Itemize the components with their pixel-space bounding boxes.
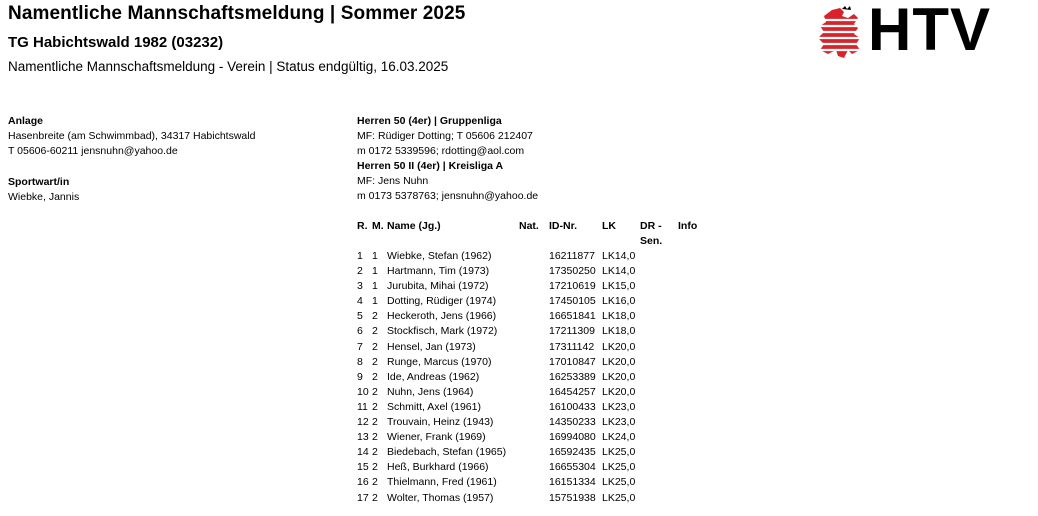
team-cell: 1 xyxy=(372,250,378,262)
info-cell xyxy=(678,385,718,400)
col-name-header: Name (Jg.) xyxy=(387,220,441,232)
info-cell xyxy=(678,491,718,506)
dr-cell xyxy=(640,355,678,370)
id-cell: 16454257 xyxy=(549,385,596,398)
table-row xyxy=(355,324,718,339)
rank-cell: 14 xyxy=(357,446,369,459)
table-row xyxy=(355,279,718,294)
teams-section xyxy=(357,114,538,204)
dr-cell xyxy=(640,445,678,460)
name-cell: Nuhn, Jens (1964) xyxy=(387,385,474,398)
rank-cell: 2 xyxy=(357,265,363,278)
team-cell: 2 xyxy=(372,310,378,323)
name-cell: Wiebke, Stefan (1962) xyxy=(387,250,492,262)
lk-cell: LK25,0 xyxy=(602,461,636,474)
dr-cell xyxy=(640,385,678,400)
table-row xyxy=(355,264,718,279)
nat-cell xyxy=(519,400,549,415)
player-table xyxy=(355,219,718,506)
team-cell: 1 xyxy=(372,295,378,308)
rank-cell: 9 xyxy=(357,370,363,383)
table-row xyxy=(355,370,718,385)
team-cell: 1 xyxy=(372,265,378,278)
name-cell: Heckeroth, Jens (1966) xyxy=(387,310,497,323)
id-cell: 17311142 xyxy=(549,340,595,353)
nat-cell xyxy=(519,430,549,445)
team-cell: 2 xyxy=(372,446,378,459)
lk-cell: LK20,0 xyxy=(602,355,636,368)
rank-cell: 17 xyxy=(357,491,369,504)
table-row xyxy=(355,309,718,324)
lk-cell: LK18,0 xyxy=(602,310,636,323)
lk-cell: LK24,0 xyxy=(602,431,636,444)
dr-cell xyxy=(640,415,678,430)
rank-cell: 12 xyxy=(357,416,369,429)
dr-cell xyxy=(640,370,678,385)
lk-cell: LK23,0 xyxy=(602,400,636,413)
rank-cell: 7 xyxy=(357,340,363,353)
nat-cell xyxy=(519,385,549,400)
nat-cell xyxy=(519,294,549,309)
dr-cell xyxy=(640,430,678,445)
dr-cell xyxy=(640,340,678,355)
nat-cell xyxy=(519,324,549,339)
anlage-contact: T 05606-60211 jensnuhn@yahoo.de xyxy=(8,145,178,157)
rank-cell: 4 xyxy=(357,295,363,308)
team-title: Herren 50 (4er) | Gruppenliga xyxy=(357,115,502,127)
info-cell xyxy=(678,370,718,385)
team-cell: 2 xyxy=(372,355,378,368)
rank-cell: 8 xyxy=(357,355,363,368)
nat-cell xyxy=(519,370,549,385)
dr-cell xyxy=(640,400,678,415)
table-row xyxy=(355,445,718,460)
name-cell: Dotting, Rüdiger (1974) xyxy=(387,295,497,308)
lk-cell: LK15,0 xyxy=(602,280,636,293)
htv-logo xyxy=(814,0,1030,63)
id-cell: 15751938 xyxy=(549,491,596,504)
name-cell: Stockfisch, Mark (1972) xyxy=(387,325,498,338)
id-cell: 17210619 xyxy=(549,280,596,293)
info-cell xyxy=(678,324,718,339)
nat-cell xyxy=(519,460,549,475)
id-cell: 17211309 xyxy=(549,325,595,338)
name-cell: Heß, Burkhard (1966) xyxy=(387,461,489,474)
dr-cell xyxy=(640,279,678,294)
info-cell xyxy=(678,340,718,355)
team-title: Herren 50 II (4er) | Kreisliga A xyxy=(357,160,504,172)
lk-cell: LK25,0 xyxy=(602,476,636,489)
table-row xyxy=(355,249,718,264)
table-row xyxy=(355,340,718,355)
lk-cell: LK23,0 xyxy=(602,416,636,429)
nat-cell xyxy=(519,264,549,279)
dr-cell xyxy=(640,324,678,339)
name-cell: Schmitt, Axel (1961) xyxy=(387,400,481,413)
info-cell xyxy=(678,279,718,294)
page-title: Namentliche Mannschaftsmeldung | Sommer 2025 xyxy=(8,3,466,24)
name-cell: Hensel, Jan (1973) xyxy=(387,340,476,353)
team-cell: 2 xyxy=(372,400,378,413)
team-cell: 2 xyxy=(372,370,378,383)
nat-cell xyxy=(519,355,549,370)
id-cell: 17350250 xyxy=(549,265,596,278)
id-cell: 16655304 xyxy=(549,461,596,474)
name-cell: Thielmann, Fred (1961) xyxy=(387,476,497,489)
dr-cell xyxy=(640,491,678,506)
id-cell: 16592435 xyxy=(549,446,596,459)
dr-cell xyxy=(640,294,678,309)
col-info-header: Info xyxy=(678,220,698,232)
dr-cell xyxy=(640,475,678,490)
htv-logo-text: HTV xyxy=(868,0,991,63)
id-cell: 16651841 xyxy=(549,310,596,323)
team-cell: 2 xyxy=(372,491,378,504)
rank-cell: 10 xyxy=(357,385,369,398)
id-cell: 16211877 xyxy=(549,250,595,262)
table-row xyxy=(355,460,718,475)
rank-cell: 3 xyxy=(357,280,363,293)
lk-cell: LK18,0 xyxy=(602,325,636,338)
col-nat-header: Nat. xyxy=(519,220,539,232)
info-cell xyxy=(678,400,718,415)
lk-cell: LK20,0 xyxy=(602,370,636,383)
team-cell: 2 xyxy=(372,340,378,353)
rank-cell: 15 xyxy=(357,461,369,474)
team-cell: 2 xyxy=(372,385,378,398)
col-rank-header: R. xyxy=(357,220,368,232)
lk-cell: LK20,0 xyxy=(602,340,636,353)
info-cell xyxy=(678,460,718,475)
table-row xyxy=(355,475,718,490)
team-cell: 2 xyxy=(372,431,378,444)
info-cell xyxy=(678,445,718,460)
lk-cell: LK16,0 xyxy=(602,295,636,308)
col-team-header: M. xyxy=(372,220,384,232)
info-cell xyxy=(678,264,718,279)
table-row xyxy=(355,415,718,430)
table-row xyxy=(355,491,718,506)
lk-cell: LK25,0 xyxy=(602,491,636,504)
id-cell: 17450105 xyxy=(549,295,596,308)
table-row xyxy=(355,355,718,370)
lk-cell: LK25,0 xyxy=(602,446,636,459)
team-contact-line: MF: Jens Nuhn xyxy=(357,175,429,187)
nat-cell xyxy=(519,475,549,490)
lk-cell: LK14,0 xyxy=(602,265,636,278)
team-cell: 2 xyxy=(372,476,378,489)
sportwart-heading: Sportwart/in xyxy=(8,176,70,188)
table-row xyxy=(355,294,718,309)
name-cell: Runge, Marcus (1970) xyxy=(387,355,492,368)
nat-cell xyxy=(519,309,549,324)
id-cell: 16994080 xyxy=(549,431,596,444)
dr-cell xyxy=(640,264,678,279)
nat-cell xyxy=(519,340,549,355)
nat-cell xyxy=(519,445,549,460)
nat-cell xyxy=(519,279,549,294)
name-cell: Jurubita, Mihai (1972) xyxy=(387,280,489,293)
nat-cell xyxy=(519,249,549,264)
hessian-lion-icon xyxy=(814,6,864,60)
team-cell: 2 xyxy=(372,461,378,474)
nat-cell xyxy=(519,415,549,430)
col-lk-header: LK xyxy=(602,220,616,232)
col-dr-header: DR - Sen. xyxy=(640,220,663,247)
name-cell: Wolter, Thomas (1957) xyxy=(387,491,494,504)
name-cell: Biedebach, Stefan (1965) xyxy=(387,446,507,459)
status-line: Namentliche Mannschaftsmeldung - Verein | Status endgültig, 16.03.2025 xyxy=(8,59,449,74)
dr-cell xyxy=(640,460,678,475)
info-cell xyxy=(678,430,718,445)
table-row xyxy=(355,400,718,415)
table-row xyxy=(355,385,718,400)
id-cell: 14350233 xyxy=(549,416,596,429)
info-cell xyxy=(678,355,718,370)
name-cell: Wiener, Frank (1969) xyxy=(387,431,486,444)
id-cell: 16151334 xyxy=(549,476,596,489)
lk-cell: LK20,0 xyxy=(602,385,636,398)
sportwart-section xyxy=(8,175,79,205)
rank-cell: 11 xyxy=(357,400,368,413)
info-cell xyxy=(678,249,718,264)
info-cell xyxy=(678,294,718,309)
rank-cell: 1 xyxy=(357,250,363,262)
id-cell: 16253389 xyxy=(549,370,596,383)
sportwart-name: Wiebke, Jannis xyxy=(8,191,80,203)
anlage-heading: Anlage xyxy=(8,115,44,127)
id-cell: 16100433 xyxy=(549,400,596,413)
id-cell: 17010847 xyxy=(549,355,596,368)
nat-cell xyxy=(519,491,549,506)
team-contact-line: m 0172 5339596; rdotting@aol.com xyxy=(357,145,525,157)
anlage-address: Hasenbreite (am Schwimmbad), 34317 Habichtswald xyxy=(8,130,256,142)
col-id-header: ID-Nr. xyxy=(549,220,578,232)
name-cell: Hartmann, Tim (1973) xyxy=(387,265,490,278)
table-row xyxy=(355,430,718,445)
club-name: TG Habichtswald 1982 (03232) xyxy=(8,34,224,51)
dr-cell xyxy=(640,249,678,264)
lk-cell: LK14,0 xyxy=(602,250,636,262)
team-contact-line: m 0173 5378763; jensnuhn@yahoo.de xyxy=(357,190,539,202)
team-contact-line: MF: Rüdiger Dotting; T 05606 212407 xyxy=(357,130,533,142)
info-cell xyxy=(678,475,718,490)
anlage-section xyxy=(8,114,255,159)
name-cell: Trouvain, Heinz (1943) xyxy=(387,416,494,429)
rank-cell: 6 xyxy=(357,325,363,338)
rank-cell: 5 xyxy=(357,310,363,323)
team-cell: 1 xyxy=(372,280,378,293)
name-cell: Ide, Andreas (1962) xyxy=(387,370,480,383)
rank-cell: 16 xyxy=(357,476,369,489)
info-cell xyxy=(678,415,718,430)
dr-cell xyxy=(640,309,678,324)
team-cell: 2 xyxy=(372,325,378,338)
rank-cell: 13 xyxy=(357,431,369,444)
team-cell: 2 xyxy=(372,416,378,429)
table-header-row xyxy=(355,219,718,249)
info-cell xyxy=(678,309,718,324)
